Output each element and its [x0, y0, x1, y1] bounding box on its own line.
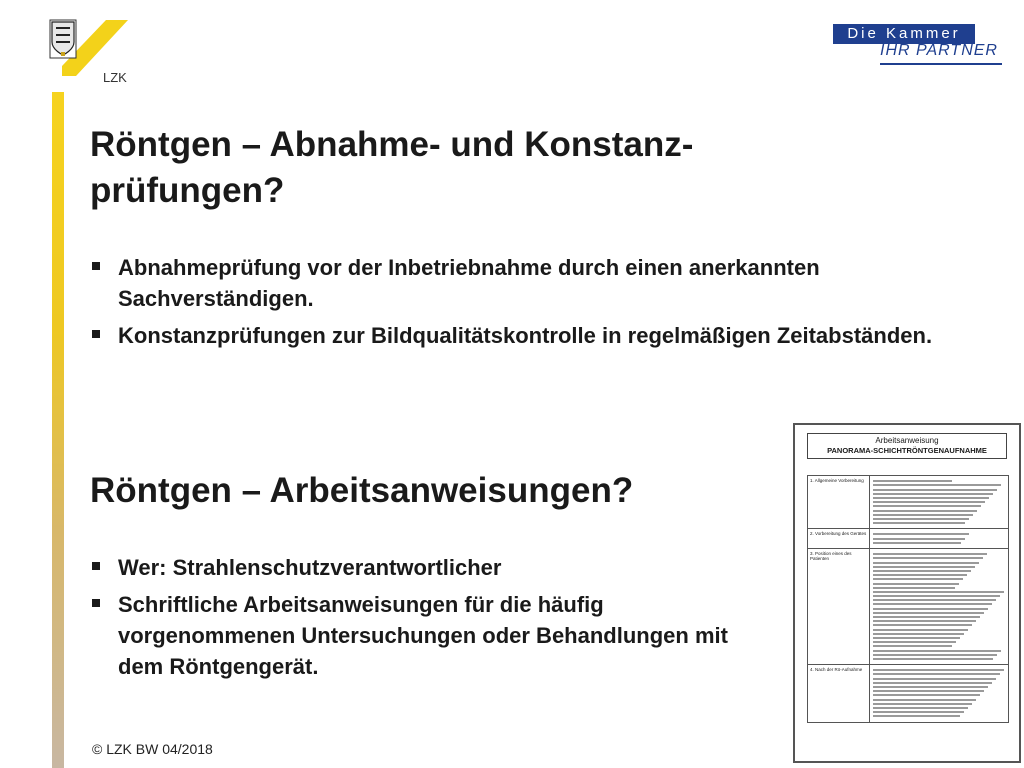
bullet-text: Schriftliche Arbeitsanweisungen für die häufig vorgenommenen Untersuchungen oder Behandlungen mit dem Röntgengerät. — [118, 592, 728, 679]
document-text-line — [873, 583, 959, 585]
document-text-line — [873, 707, 968, 709]
document-text-line — [873, 587, 955, 589]
bullet-marker-icon — [92, 562, 100, 570]
document-table — [807, 475, 1009, 723]
document-text-line — [873, 489, 997, 491]
bullet-text: Abnahmeprüfung vor der Inbetriebnahme durch einen anerkannten Sachverständigen. — [118, 255, 820, 311]
section1-title — [90, 122, 890, 214]
document-title: Arbeitsanweisung — [875, 436, 939, 445]
document-text-line — [873, 658, 993, 660]
document-text-line — [873, 542, 961, 544]
bullet-marker-icon — [92, 330, 100, 338]
bullet-marker-icon — [92, 599, 100, 607]
document-text-line — [873, 522, 965, 524]
document-text-line — [873, 562, 979, 564]
document-text-line — [873, 570, 971, 572]
document-text-line — [873, 641, 956, 643]
document-row-label: 3. Position eines des Patienten — [808, 549, 870, 664]
document-text-line — [873, 574, 967, 576]
section1-title-line1: Röntgen – Abnahme- und Konstanz- — [90, 125, 694, 164]
document-row-content — [870, 476, 1008, 528]
kammer-logo-tagline: IHR PARTNER — [880, 42, 998, 59]
document-text-line — [873, 557, 983, 559]
document-row-label: 1. Allgemeine Vorbereitung — [808, 476, 870, 528]
document-text-line — [873, 715, 960, 717]
document-text-line — [873, 686, 988, 688]
document-text-line — [873, 480, 952, 482]
document-text-line — [873, 538, 965, 540]
work-instruction-document-thumbnail — [793, 423, 1021, 763]
document-row-label: 4. Nach der Rö-Aufnahme — [808, 665, 870, 721]
document-row — [807, 665, 1009, 722]
document-row — [807, 529, 1009, 549]
document-text-line — [873, 493, 993, 495]
document-text-line — [873, 711, 964, 713]
kammer-logo-banner: Die Kammer — [833, 24, 975, 44]
document-row — [807, 549, 1009, 665]
bullet-item — [90, 252, 990, 314]
document-text-line — [873, 510, 977, 512]
logo-label: LZK — [103, 70, 127, 85]
bullet-item — [90, 320, 990, 351]
document-text-line — [873, 682, 992, 684]
document-text-line — [873, 501, 985, 503]
document-text-line — [873, 678, 996, 680]
document-text-line — [873, 578, 963, 580]
document-text-line — [873, 599, 996, 601]
document-text-line — [873, 616, 980, 618]
document-subtitle: PANORAMA-SCHICHTRÖNTGENAUFNAHME — [827, 446, 987, 455]
document-text-line — [873, 633, 964, 635]
document-text-line — [873, 514, 973, 516]
bullet-text: Wer: Strahlenschutzverantwortlicher — [118, 555, 502, 580]
section1-title-line2: prüfungen? — [90, 171, 285, 210]
document-text-line — [873, 650, 1001, 652]
document-header — [807, 433, 1007, 459]
document-text-line — [873, 673, 1000, 675]
document-text-line — [873, 505, 981, 507]
document-text-line — [873, 699, 976, 701]
document-text-line — [873, 703, 972, 705]
section2-bullet-list — [90, 552, 730, 688]
document-text-line — [873, 645, 952, 647]
document-text-line — [873, 497, 989, 499]
document-text-line — [873, 603, 992, 605]
document-text-line — [873, 637, 960, 639]
document-text-line — [873, 690, 984, 692]
document-text-line — [873, 694, 980, 696]
document-text-line — [873, 629, 968, 631]
document-text-line — [873, 595, 1000, 597]
document-text-line — [873, 654, 997, 656]
document-text-line — [873, 624, 972, 626]
document-row-content — [870, 549, 1008, 664]
document-text-line — [873, 518, 969, 520]
bullet-item — [90, 589, 730, 682]
kammer-logo-underline — [880, 63, 1002, 65]
document-text-line — [873, 608, 988, 610]
section2-title: Röntgen – Arbeitsanweisungen? — [90, 471, 634, 510]
document-text-line — [873, 612, 984, 614]
bullet-text: Konstanzprüfungen zur Bildqualitätskontrolle in regelmäßigen Zeitabständen. — [118, 323, 933, 348]
document-row-content — [870, 529, 1008, 548]
document-text-line — [873, 533, 969, 535]
document-text-line — [873, 566, 975, 568]
decorative-side-band — [52, 92, 64, 768]
document-row-content — [870, 665, 1008, 721]
document-text-line — [873, 669, 1004, 671]
document-row-label: 2. Vorbereitung des Gerätes — [808, 529, 870, 548]
document-text-line — [873, 553, 987, 555]
document-text-line — [873, 591, 1004, 593]
document-row — [807, 475, 1009, 529]
document-text-line — [873, 484, 1001, 486]
document-text-line — [873, 620, 976, 622]
bullet-item — [90, 552, 730, 583]
section1-bullet-list — [90, 252, 990, 357]
copyright-footer: © LZK BW 04/2018 — [92, 741, 213, 757]
bullet-marker-icon — [92, 262, 100, 270]
